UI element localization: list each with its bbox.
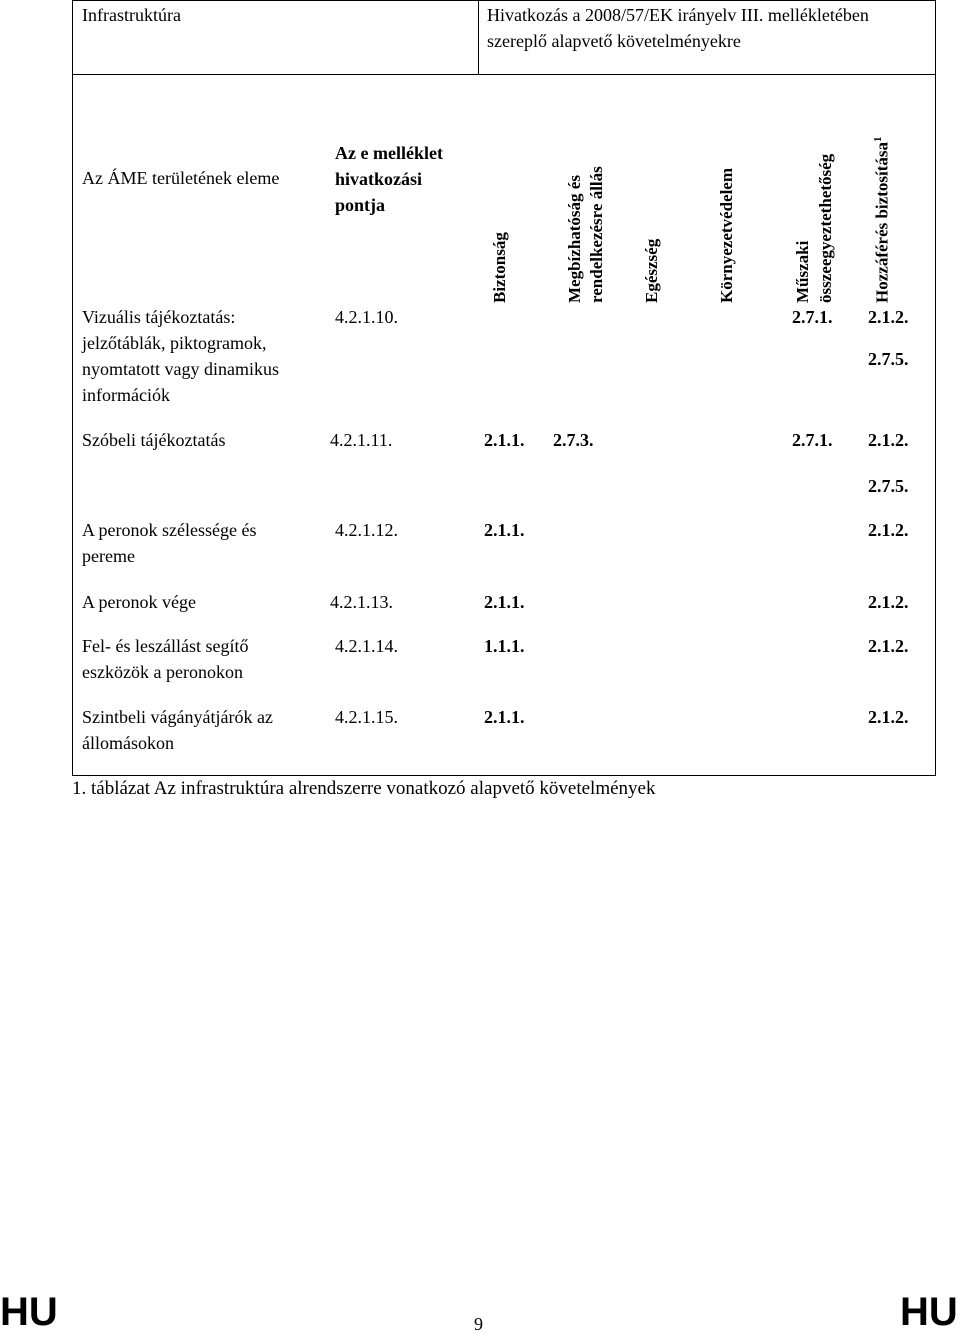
row1-element-line3: nyomtatott vagy dinamikus [82,359,279,379]
header-infrastructure-title: Infrastruktúra [82,5,181,25]
column-header-ref-line2: hivatkozási [335,169,423,189]
row2-element: Szóbeli tájékoztatás [82,430,226,450]
header-bottom-border [72,74,936,75]
row3-hozzaferes: 2.1.2. [868,520,909,540]
row3-ref: 4.2.1.12. [335,520,398,540]
page-number: 9 [474,1314,483,1334]
row4-ref: 4.2.1.13. [330,592,393,612]
row2-hozzaferes-1: 2.1.2. [868,430,909,450]
row3-biztonsag: 2.1.1. [484,520,525,540]
column-header-element: Az ÁME területének eleme [82,168,280,188]
row1-hozzaferes-2: 2.7.5. [868,349,909,369]
row1-hozzaferes-1: 2.1.2. [868,307,909,327]
row4-biztonsag: 2.1.1. [484,592,525,612]
row1-ref: 4.2.1.10. [335,307,398,327]
row1-element-line2: jelzőtáblák, piktogramok, [82,333,267,353]
column-header-egeszseg: Egészség [642,238,661,303]
row4-element: A peronok vége [82,592,196,612]
row2-megbizhatosag: 2.7.3. [553,430,594,450]
row1-element-line1: Vizuális tájékoztatás: [82,307,236,327]
row6-ref: 4.2.1.15. [335,707,398,727]
header-reference-title-line2: szereplő alapvető követelményekre [487,31,741,51]
column-header-muszaki-line1: Műszaki [793,240,812,303]
row2-ref: 4.2.1.11. [330,430,393,450]
footnote-marker: 1 [872,136,884,143]
row2-muszaki: 2.7.1. [792,430,833,450]
column-header-ref-line1: Az e melléklet [335,143,443,163]
row6-element-line2: állomásokon [82,733,174,753]
row5-biztonsag: 1.1.1. [484,636,525,656]
column-header-hozzaferes [868,137,893,303]
row2-biztonsag: 2.1.1. [484,430,525,450]
table-left-border [72,0,73,776]
row5-ref: 4.2.1.14. [335,636,398,656]
row6-hozzaferes: 2.1.2. [868,707,909,727]
table-caption: 1. táblázat Az infrastruktúra alrendszerre vonatkozó alapvető követelmények [72,778,656,799]
column-header-biztonsag: Biztonság [490,232,509,303]
row1-element-line4: információk [82,385,170,405]
footer-language-code-right: HU [900,1290,958,1334]
column-header-ref-line3: pontja [335,195,386,215]
row6-element-line1: Szintbeli vágányátjárók az [82,707,273,727]
column-header-megbizhatosag-line1: Megbízhatóság és [565,175,584,303]
footer-language-code-left: HU [0,1290,58,1334]
column-header-hozzaferes-label: Hozzáférés biztosítása [872,142,892,303]
row2-hozzaferes-2: 2.7.5. [868,476,909,496]
row6-biztonsag: 2.1.1. [484,707,525,727]
row5-hozzaferes: 2.1.2. [868,636,909,656]
row1-muszaki: 2.7.1. [792,307,833,327]
row5-element-line1: Fel- és leszállást segítő [82,636,249,656]
row3-element-line2: pereme [82,546,135,566]
table-right-border [935,0,936,776]
row4-hozzaferes: 2.1.2. [868,592,909,612]
header-reference-title-line1: Hivatkozás a 2008/57/EK irányelv III. mellékletében [487,5,869,25]
header-divider [478,0,479,75]
column-header-kornyezetvedelem: Környezetvédelem [717,168,736,303]
column-header-megbizhatosag-line2: rendelkezésre állás [587,166,606,303]
row3-element-line1: A peronok szélessége és [82,520,257,540]
row5-element-line2: eszközök a peronokon [82,662,243,682]
column-header-muszaki-line2: összeegyeztethetőség [816,153,835,303]
table-top-border [72,0,936,1]
